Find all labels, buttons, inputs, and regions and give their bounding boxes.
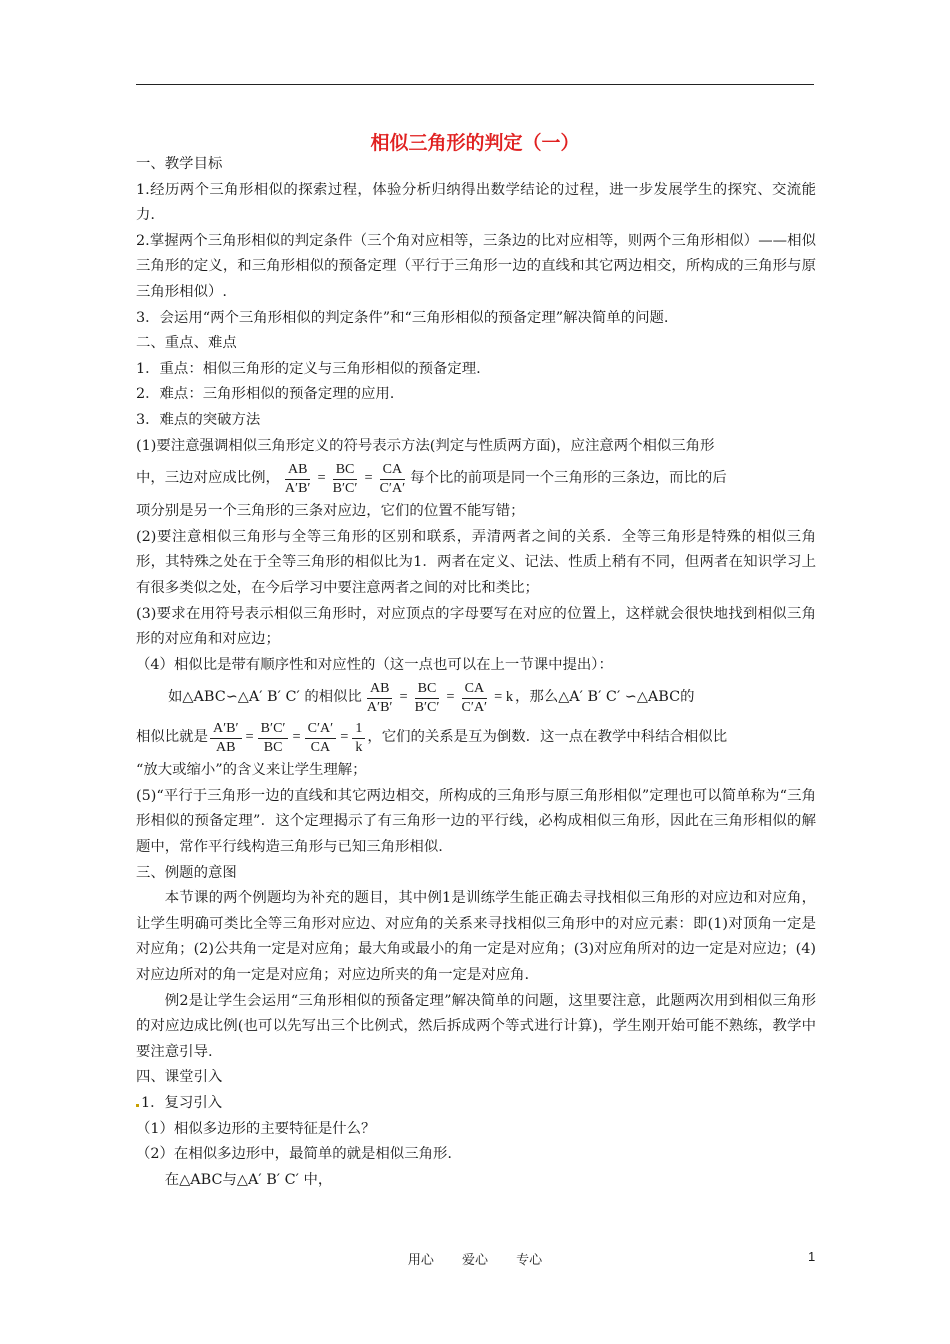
fraction: $\frac{B'C'}{BC}$ — [258, 720, 289, 757]
paragraph: （4）相似比是带有顺序性和对应性的（这一点也可以在上一节课中提出）： — [136, 656, 613, 673]
paragraph: (5)“平行于三角形一边的直线和其它两边相交，所构成的三角形与原三角形相似”定理也可以简单称为“三角形相似的预备定理”．这个定理揭示了有三角形一边的平行线，必构成相似三角形，因此在三角形相似的解题中，常作平行线构造三角形与已知三角形相似. — [136, 787, 816, 856]
paragraph: 3．难点的突破方法 — [136, 411, 261, 428]
fraction: $\frac{BC}{B'C'}$ — [414, 680, 440, 715]
paragraph: 本节课的两个例题均为补充的题目，其中例1是训练学生能正确去寻找相似三角形的对应边和对应角，让学生明确可类比全等三角形对应边、对应角的关系来寻找相似三角形中的对应元素：即(1)对顶角一定是对应角；(2)公共角一定是对应角；最大角或最小的角一定是对应角；(3)对应角所对的边一定是对应边；(4)对应边所对的角一定是对应角；对应边所夹的角一定是对应角. — [136, 890, 816, 984]
footer-item: 爱心 — [461, 1253, 488, 1268]
fraction: $\frac{1}{k}$ — [352, 720, 365, 757]
marker-dot — [136, 1104, 139, 1107]
paragraph: 2.掌握两个三角形相似的判定条件（三个角对应相等，三条边的比对应相等，则两个三角形相似）——相似三角形的定义，和三角形相似的预备定理（平行于三角形一边的直线和其它两边相交，所构成的三角形与原三角形相似）. — [136, 232, 816, 300]
fraction: $\frac{AB}{A'B'}$ — [366, 680, 393, 715]
section-heading: 一、教学目标 — [136, 156, 223, 172]
paragraph: (2)要注意相似三角形与全等三角形的区别和联系，弄清两者之间的关系．全等三角形是特殊的相似三角形，其特殊之处在于全等三角形的相似比为1．两者在定义、记法、性质上稍有不同，但两者在知识学习上有很多类似之处，在今后学习中要注意两者之间的对比和类比； — [136, 528, 816, 596]
section-heading: 四、课堂引入 — [136, 1069, 223, 1086]
section-heading: 三、例题的意图 — [136, 864, 237, 881]
footer-item: 用心 — [407, 1253, 434, 1268]
paragraph: （1）相似多边形的主要特征是什么？ — [136, 1120, 376, 1137]
fraction: $\frac{A'B'}{AB}$ — [210, 720, 242, 757]
fraction: $\frac{C'A'}{CA}$ — [305, 720, 337, 757]
paragraph: 在△ABC与△A′ B′ C′ 中， — [164, 1171, 333, 1188]
document-body — [136, 152, 816, 1193]
formula-line: 中，三边对应成比例， $\frac{AB}{A'B'}$ = $\frac{BC}{B'C'}$ = $\frac{CA}{C'A'}$ 每个比的前项是同一个三角形的三条边，而比的后 — [136, 461, 727, 496]
fraction: $\frac{BC}{B'C'}$ — [332, 461, 358, 496]
header-rule — [136, 84, 814, 85]
fraction: $\frac{AB}{A'B'}$ — [284, 461, 311, 496]
formula-line: 相似比就是 $\frac{A'B'}{AB}$ = $\frac{B'C'}{BC}$ = $\frac{C'A'}{CA}$ = $\frac{1}{k}$ ，它们的关系是互为倒数．这一点在教学中科结合相似比 — [136, 720, 728, 755]
paragraph: 项分别是另一个三角形的三条对应边，它们的位置不能写错； — [136, 503, 525, 520]
paragraph: “放大或缩小”的含义来让学生理解； — [136, 762, 367, 779]
paragraph: (3)要求在用符号表示相似三角形时，对应顶点的字母要写在对应的位置上，这样就会很快地找到相似三角形的对应角和对应边； — [136, 605, 816, 648]
paragraph: 1．复习引入 — [136, 1091, 816, 1117]
paragraph: 1.经历两个三角形相似的探索过程，体验分析归纳得出数学结论的过程，进一步发展学生的探究、交流能力. — [136, 181, 816, 224]
paragraph: (1)要注意强调相似三角形定义的符号表示方法(判定与性质两方面)，应注意两个相似三角形 — [136, 437, 715, 454]
paragraph: 3．会运用“两个三角形相似的判定条件”和“三角形相似的预备定理”解决简单的问题. — [136, 309, 669, 326]
paragraph: 例2是让学生会运用“三角形相似的预备定理”解决简单的问题，这里要注意，此题两次用到相似三角形的对应边成比例(也可以先写出三个比例式，然后拆成两个等式进行计算)，学生刚开始可能不熟练，教学中要注意引导. — [136, 992, 816, 1060]
page-title: 相似三角形的判定（一） — [370, 132, 580, 154]
page-number: 1 — [808, 1249, 816, 1264]
paragraph: 1．重点：相似三角形的定义与三角形相似的预备定理. — [136, 360, 481, 377]
footer-item: 专心 — [516, 1253, 543, 1268]
fraction: $\frac{CA}{C'A'}$ — [379, 461, 406, 496]
paragraph: （2）在相似多边形中，最简单的就是相似三角形. — [136, 1146, 452, 1163]
paragraph: 2．难点：三角形相似的预备定理的应用. — [136, 386, 395, 403]
fraction: $\frac{CA}{C'A'}$ — [461, 680, 488, 715]
section-heading: 二、重点、难点 — [136, 335, 237, 352]
formula-line: 如△ABC∽△A′ B′ C′ 的相似比 $\frac{AB}{A'B'}$ = $\frac{BC}{B'C'}$ = $\frac{CA}{C'A'}$ = k ，那么△A′ B′ C′ ∽△ABC的 — [168, 680, 695, 715]
